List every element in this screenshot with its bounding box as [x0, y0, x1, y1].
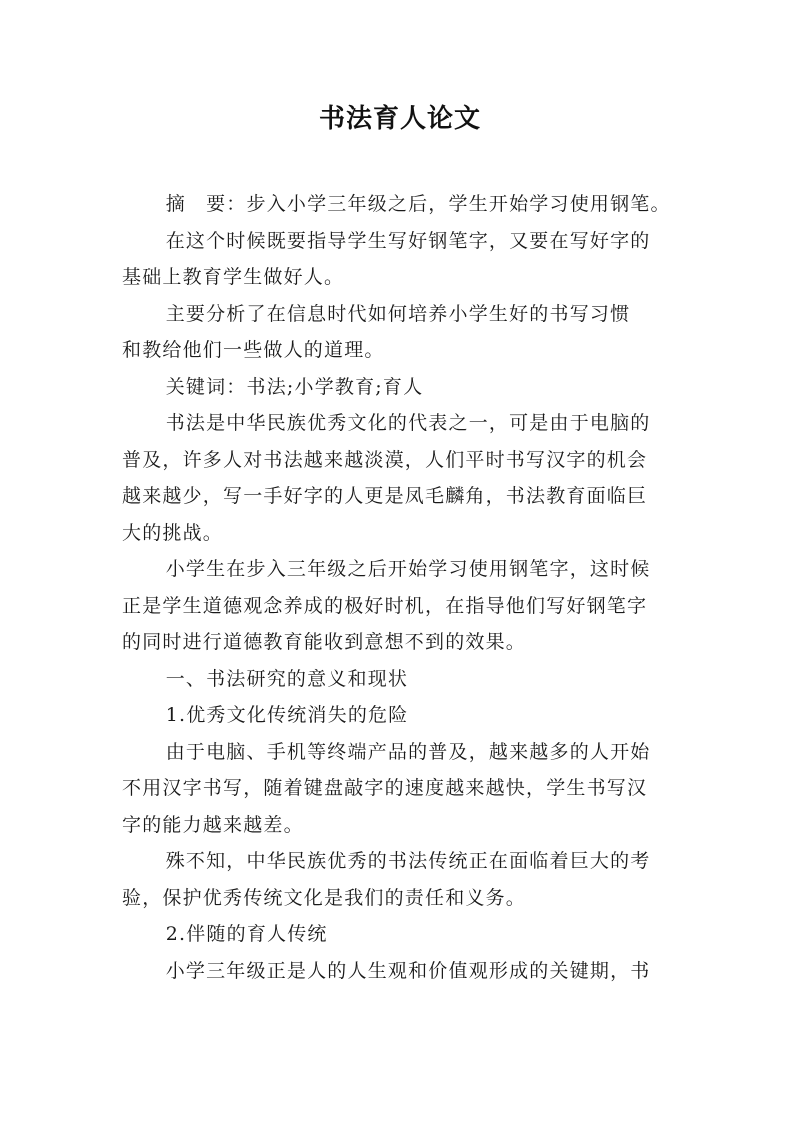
body-line: 不用汉字书写，随着键盘敲字的速度越来越快，学生书写汉 [122, 777, 648, 799]
body-line: 大的挑战。 [122, 521, 224, 544]
body-line: 验，保护优秀传统文化是我们的责任和义务。 [122, 886, 527, 909]
keywords-line: 关键词：书法;小学教育;育人 [165, 375, 424, 398]
body-line: 的同时进行道德教育能收到意想不到的效果。 [122, 631, 527, 653]
body-line: 主要分析了在信息时代如何培养小学生好的书写习惯 [165, 302, 631, 325]
subsection-heading: 2.伴随的育人传统 [165, 923, 328, 945]
document-title: 书法育人论文 [318, 104, 481, 134]
body-line: 书法是中华民族优秀文化的代表之一，可是由于电脑的 [165, 412, 651, 434]
subsection-heading: 1.优秀文化传统消失的危险 [165, 704, 409, 726]
body-line: 正是学生道德观念养成的极好时机，在指导他们写好钢笔字 [122, 594, 648, 617]
body-line: 小学三年级正是人的人生观和价值观形成的关键期，书 [165, 959, 651, 982]
body-line: 由于电脑、手机等终端产品的普及，越来越多的人开始 [165, 740, 651, 763]
section-heading: 一、书法研究的意义和现状 [165, 667, 409, 690]
document-body [122, 186, 682, 989]
body-line: 摘 要：步入小学三年级之后，学生开始学习使用钢笔。 [165, 193, 671, 215]
body-line: 在这个时候既要指导学生写好钢笔字，又要在写好字的 [165, 229, 651, 252]
body-line: 殊不知，中华民族优秀的书法传统正在面临着巨大的考 [165, 850, 651, 872]
body-line: 和教给他们一些做人的道理。 [122, 339, 385, 361]
body-line: 字的能力越来越差。 [122, 813, 304, 836]
body-line: 普及，许多人对书法越来越淡漠，人们平时书写汉字的机会 [122, 448, 648, 471]
body-line: 越来越少，写一手好字的人更是凤毛麟角，书法教育面临巨 [122, 485, 648, 507]
body-line: 基础上教育学生做好人。 [122, 266, 345, 288]
body-line: 小学生在步入三年级之后开始学习使用钢笔字，这时候 [165, 558, 651, 580]
